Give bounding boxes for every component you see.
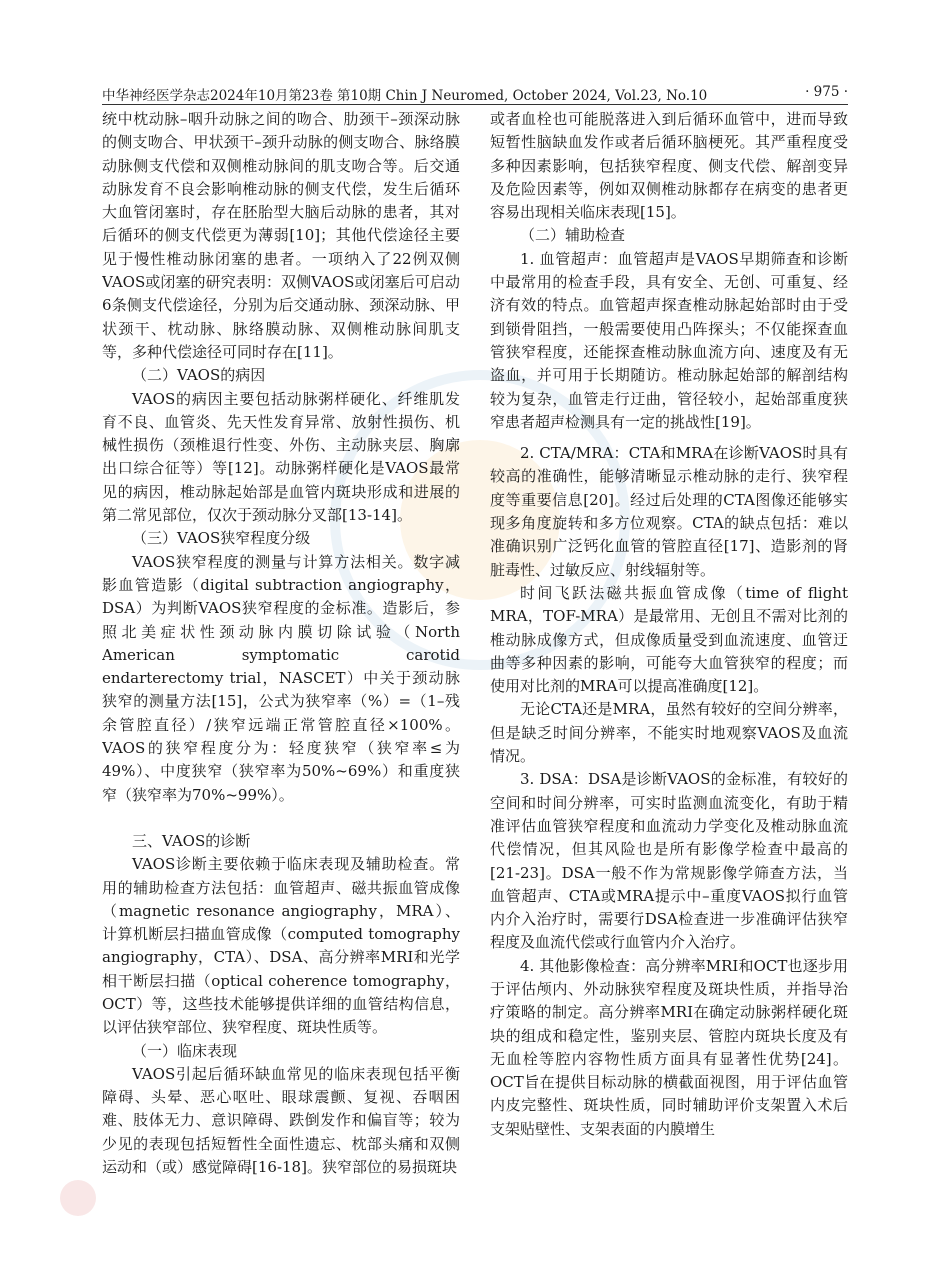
paragraph: VAOS诊断主要依赖于临床表现及辅助检查。常用的辅助检查方法包括：血管超声、磁共振血管成像（magnetic resonance angiography，MRA）、计算机断层扫描血管成像（computed tomography angiography，CTA）、DSA、高分辨率MRI和光学相干断层扫描（optical coherence tomography，OCT）等，这些技术能够提供详细的血管结构信息，以评估狭窄部位、狭窄程度、斑块性质等。 <box>102 855 460 1037</box>
paragraph: VAOS的病因主要包括动脉粥样硬化、纤维肌发育不良、血管炎、先天性发育异常、放射性损伤、机械性损伤（颈椎退行性变、外伤、主动脉夹层、胸廓出口综合征等）等[12]。动脉粥样硬化是VAOS最常见的病因，椎动脉起始部是血管内斑块形成和进展的第二常见部位，仅次于颈动脉分叉部[13-14]。 <box>102 389 460 525</box>
section-heading: 三、VAOS的诊断 <box>132 831 251 850</box>
paragraph: 1. 血管超声：血管超声是VAOS早期筛查和诊断中最常用的检查手段，具有安全、无创、可重复、经济有效的特点。血管超声探查椎动脉起始部时由于受到锁骨阻挡，一般需要使用凸阵探头；不仅能探查血管狭窄程度，还能探查椎动脉血流方向、速度及有无盗血，并可用于长期随访。椎动脉起始部的解剖结构较为复杂，血管走行迂曲，管径较小，起始部重度狭窄患者超声检测具有一定的挑战性[19]。 <box>490 249 848 431</box>
paragraph: 2. CTA/MRA：CTA和MRA在诊断VAOS时具有较高的准确性，能够清晰显示椎动脉的走行、狭窄程度等重要信息[20]。经过后处理的CTA图像还能够实现多角度旋转和多方位观察。CTA的缺点包括：难以准确识别广泛钙化血管的管腔直径[17]、造影剂的肾脏毒性、过敏反应、射线辐射等。 <box>490 444 848 579</box>
paragraph: VAOS狭窄程度的测量与计算方法相关。数字减影血管造影（digital subtraction angiography，DSA）为判断VAOS狭窄程度的金标准。造影后，参照北美症状性颈动脉内膜切除试验（North American symptomatic carotid endarterectomy trial，NASCET）中关于颈动脉狭窄的测量方法[15]，公式为狭窄率（%）=（1–残余管腔直径）/狭窄远端正常管腔直径×100%。VAOS的狭窄程度分为：轻度狭窄（狭窄率≤为49%）、中度狭窄（狭窄率为50%~69%）和重度狭窄（狭窄率为70%~99%）。 <box>102 552 460 804</box>
paragraph: 统中枕动脉–咽升动脉之间的吻合、肋颈干–颈深动脉的侧支吻合、甲状颈干–颈升动脉的侧支吻合、脉络膜动脉侧支代偿和双侧椎动脉间的肌支吻合等。后交通动脉发育不良会影响椎动脉的侧支代偿，发生后循环大血管闭塞时，存在胚胎型大脑后动脉的患者，其对后循环的侧支代偿更为薄弱[10]；其他代偿途径主要见于慢性椎动脉闭塞的患者。一项纳入了22例双侧VAOS或闭塞的研究表明：双侧VAOS或闭塞后可启动6条侧支代偿途径，分别为后交通动脉、颈深动脉、甲状颈干、枕动脉、脉络膜动脉、双侧椎动脉间肌支等，多种代偿途径可同时存在[11]。 <box>102 110 460 361</box>
section-heading: （二）VAOS的病因 <box>132 366 266 385</box>
paragraph: 4. 其他影像检查：高分辨率MRI和OCT也逐步用于评估颅内、外动脉狭窄程度及斑块性质，并指导治疗策略的制定。高分辨率MRI在确定动脉粥样硬化斑块的组成和稳定性，鉴别夹层、管腔内斑块长度及有无血栓等腔内容物性质方面具有显著性优势[24]。OCT旨在提供目标动脉的横截面视图，用于评估血管内皮完整性、斑块性质，同时辅助评价支架置入术后支架贴壁性、支架表面的内膜增生 <box>490 956 848 1138</box>
paragraph: VAOS引起后循环缺血常见的临床表现包括平衡障碍、头晕、恶心呕吐、眼球震颤、复视、吞咽困难、肢体无力、意识障碍、跌倒发作和偏盲等；较为少见的表现包括短暂性全面性遗忘、枕部头痛和双侧运动和（或）感觉障碍[16-18]。狭窄部位的易损斑块 <box>102 1064 460 1177</box>
paragraph: 3. DSA：DSA是诊断VAOS的金标准，有较好的空间和时间分辨率，可实时监测血流变化，有助于精准评估血管狭窄程度和血流动力学变化及椎动脉血流代偿情况，但其风险也是所有影像学检查中最高的[21-23]。DSA一般不作为常规影像学筛查方法，当血管超声、CTA或MRA提示中–重度VAOS拟行血管内介入治疗时，需要行DSA检查进一步准确评估狭窄程度及血流代偿或行血管内介入治疗。 <box>490 770 848 952</box>
right-column <box>490 108 848 1218</box>
paragraph: 无论CTA还是MRA，虽然有较好的空间分辨率，但是缺乏时间分辨率，不能实时地观察VAOS及血流情况。 <box>490 700 848 766</box>
journal-citation: 中华神经医学杂志2024年10月第23卷 第10期 Chin J Neuromed, October 2024, Vol.23, No.10 <box>102 88 708 104</box>
left-column <box>102 108 460 1218</box>
paragraph: 时间飞跃法磁共振血管成像（time of flight MRA，TOF-MRA）是最常用、无创且不需对比剂的椎动脉成像方式，但成像质量受到血流速度、血管迂曲等多种因素的影响，可能夸大血管狭窄的程度；而使用对比剂的MRA可以提高准确度[12]。 <box>490 583 848 696</box>
running-header <box>102 82 848 105</box>
section-heading: （三）VAOS狭窄程度分级 <box>132 529 311 548</box>
paragraph-gap <box>490 434 848 442</box>
page-number: · 975 · <box>805 84 848 100</box>
section-heading: （一）临床表现 <box>132 1041 238 1060</box>
paragraph: 或者血栓也可能脱落进入到后循环血管中，进而导致短暂性脑缺血发作或者后循环脑梗死。其严重程度受多种因素影响，包括狭窄程度、侧支代偿、解剖变异及危险因素等，例如双侧椎动脉都存在病变的患者更容易出现相关临床表现[15]。 <box>490 110 848 222</box>
publisher-logo <box>60 1180 96 1216</box>
section-heading: （二）辅助检查 <box>520 226 626 245</box>
